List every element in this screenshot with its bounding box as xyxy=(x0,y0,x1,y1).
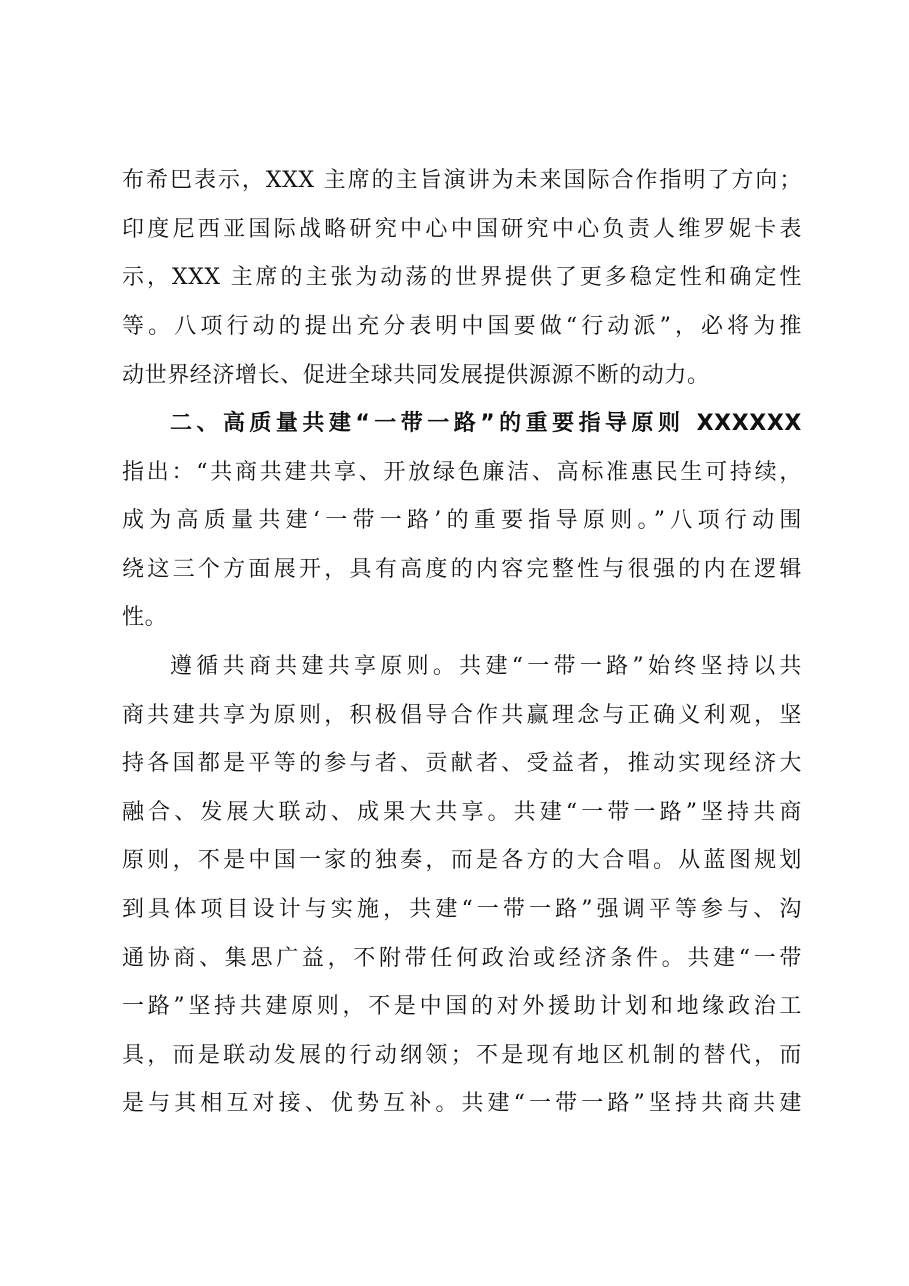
paragraph-line: 持各国都是平等的参与者、贡献者、受益者，推动实现经济大 xyxy=(122,751,802,776)
paragraph-line: 指出：“共商共建共享、开放绿色廉洁、高标准惠民生可持续， xyxy=(122,460,802,485)
paragraph-line: 等。八项行动的提出充分表明中国要做“行动派”，必将为推 xyxy=(122,314,802,339)
paragraph-line: 融合、发展大联动、成果大共享。共建“一带一路”坚持共商 xyxy=(122,800,802,825)
paragraph-line: 遵循共商共建共享原则。共建“一带一路”始终坚持以共 xyxy=(170,654,802,679)
paragraph-line: 原则，不是中国一家的独奏，而是各方的大合唱。从蓝图规划 xyxy=(122,848,802,873)
section-heading: 二、高质量共建“一带一路”的重要指导原则 XXXXXX xyxy=(170,411,802,436)
paragraph-line: 商共建共享为原则，积极倡导合作共赢理念与正确义利观，坚 xyxy=(122,703,802,728)
paragraph-line: 一路”坚持共建原则，不是中国的对外援助计划和地缘政治工 xyxy=(122,994,802,1019)
paragraph-line: 到具体项目设计与实施，共建“一带一路”强调平等参与、沟 xyxy=(122,897,802,922)
paragraph-line: 具，而是联动发展的行动纲领；不是现有地区机制的替代，而 xyxy=(122,1043,802,1068)
paragraph-line: 示，XXX 主席的主张为动荡的世界提供了更多稳定性和确定性 xyxy=(122,265,802,290)
paragraph-line: 绕这三个方面展开，具有高度的内容完整性与很强的内在逻辑 xyxy=(122,557,802,582)
paragraph-line: 性。 xyxy=(122,605,168,630)
paragraph-line: 布希巴表示，XXX 主席的主旨演讲为未来国际合作指明了方向； xyxy=(122,168,802,193)
paragraph-line: 动世界经济增长、促进全球共同发展提供源源不断的动力。 xyxy=(122,363,710,388)
paragraph-line: 通协商、集思广益，不附带任何政治或经济条件。共建“一带 xyxy=(122,946,802,971)
paragraph-line: 印度尼西亚国际战略研究中心中国研究中心负责人维罗妮卡表 xyxy=(122,217,802,242)
paragraph-line: 是与其相互对接、优势互补。共建“一带一路”坚持共商共建 xyxy=(122,1091,802,1116)
paragraph-line: 成为高质量共建‘一带一路’的重要指导原则。”八项行动围 xyxy=(122,508,802,533)
